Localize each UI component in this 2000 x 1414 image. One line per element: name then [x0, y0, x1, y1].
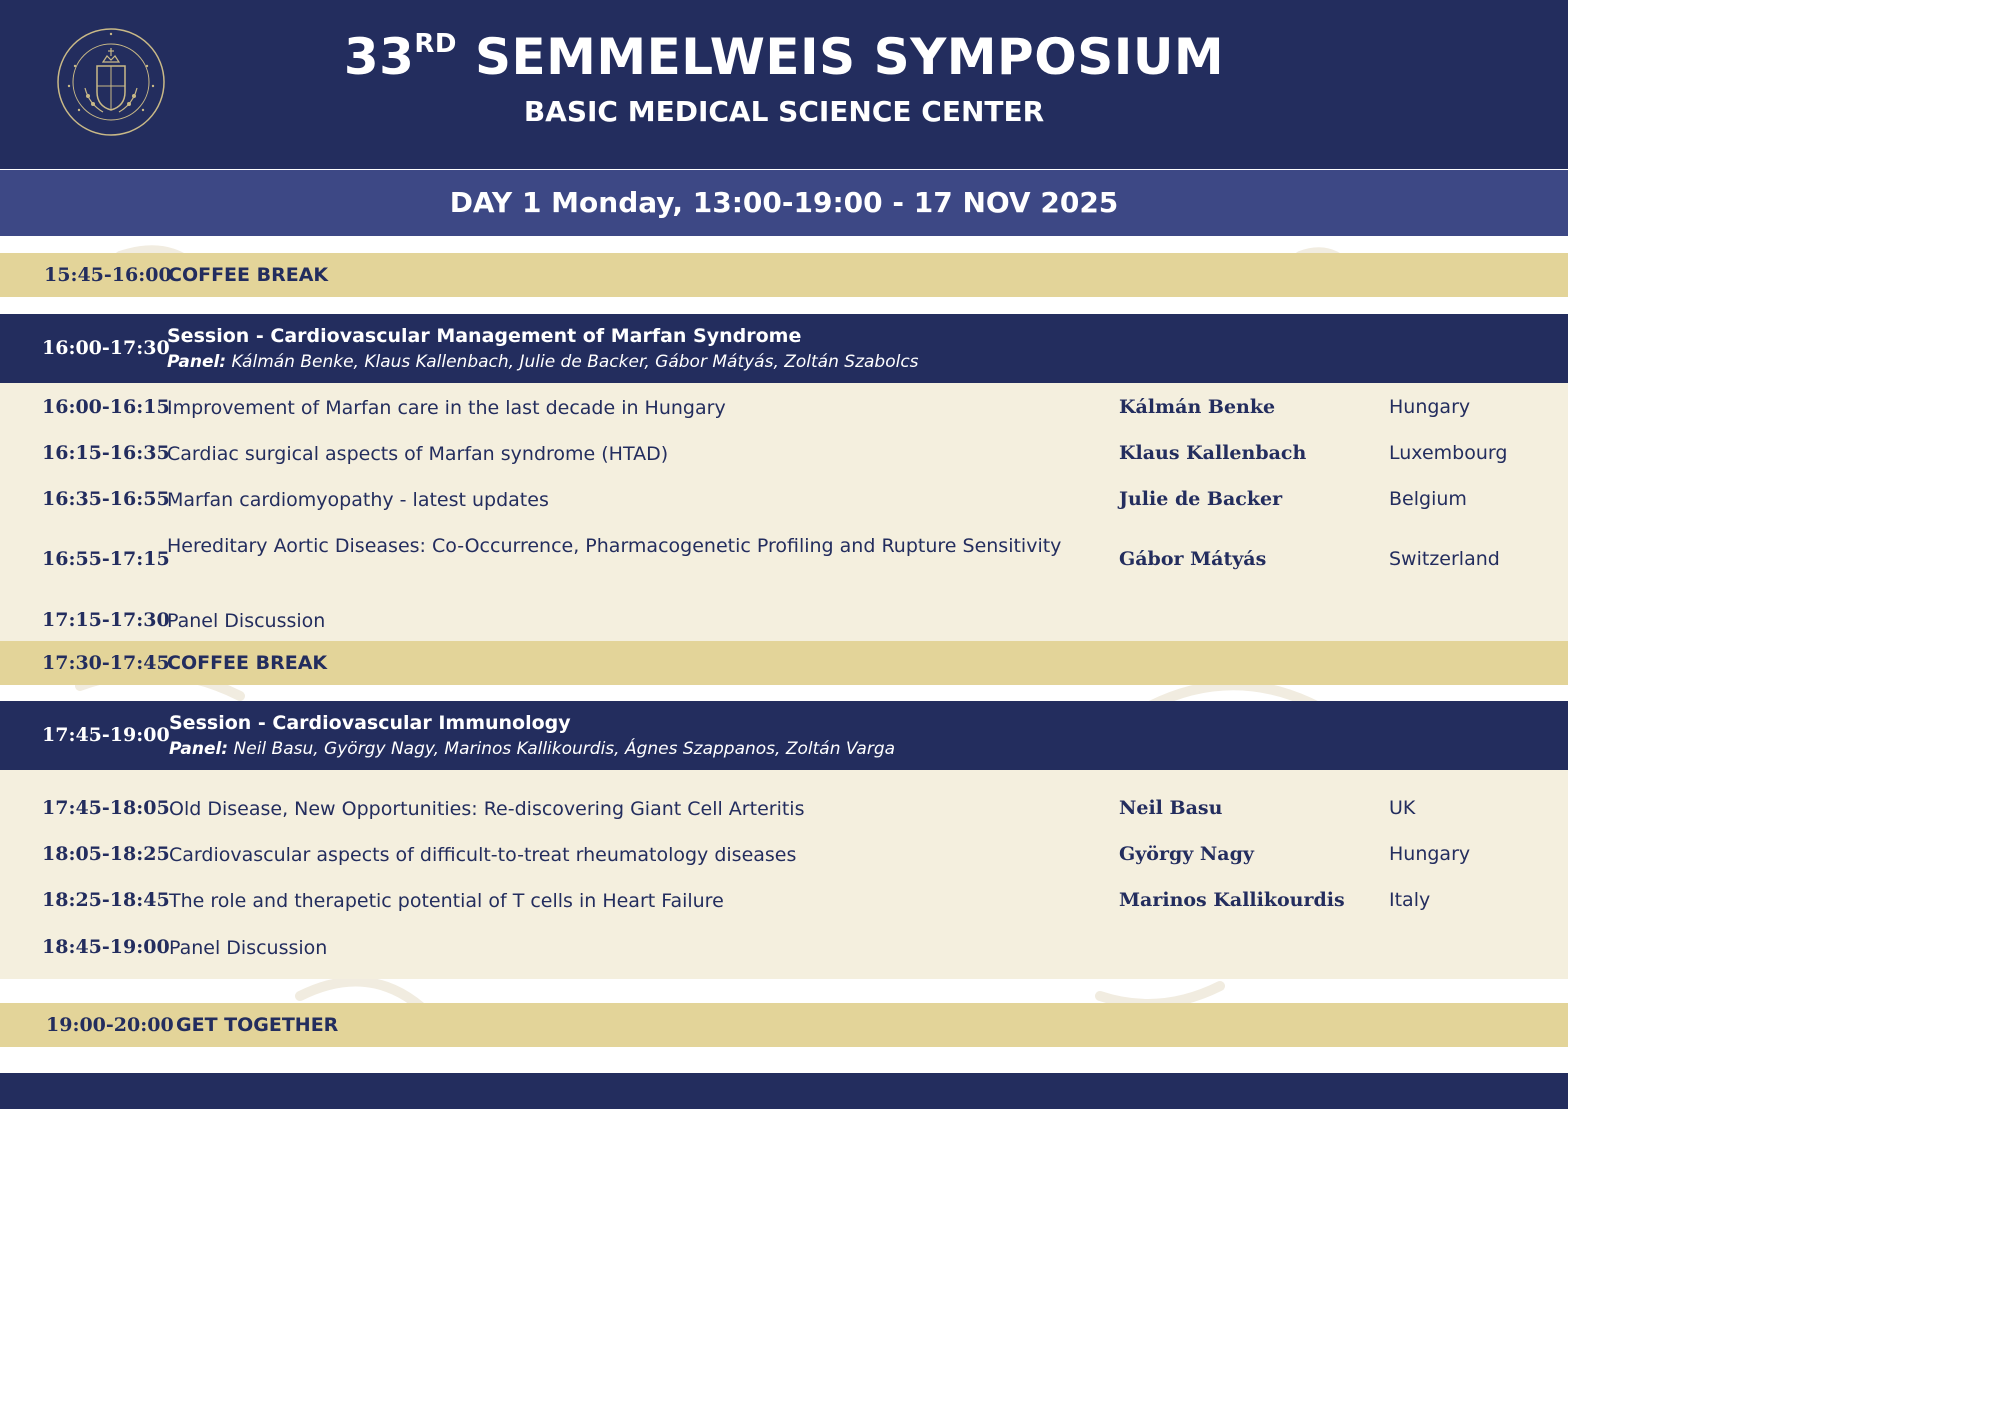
- session-title: Session - Cardiovascular Management of Marfan Syndrome: [167, 325, 802, 347]
- get-together-row: [0, 1003, 1568, 1047]
- page-subtitle: BASIC MEDICAL SCIENCE CENTER: [523, 95, 1045, 128]
- header: [0, 0, 1568, 169]
- talk-time: 17:45-18:05: [42, 797, 170, 819]
- talk-country: Switzerland: [1389, 548, 1500, 570]
- talk-time: 16:00-16:15: [42, 396, 170, 418]
- session-panel: Panel: Neil Basu, György Nagy, Marinos Kallikourdis, Ágnes Szappanos, Zoltán Varga: [169, 739, 896, 759]
- talk-speaker: Marinos Kallikourdis: [1119, 889, 1345, 911]
- title-ordinal: RD: [414, 29, 458, 59]
- session-time: 16:00-17:30: [42, 337, 170, 359]
- talk-speaker: György Nagy: [1119, 843, 1254, 865]
- talk-country: Hungary: [1389, 396, 1471, 418]
- talk-title: Improvement of Marfan care in the last decade in Hungary: [167, 397, 726, 419]
- talk-title: Panel Discussion: [169, 937, 328, 959]
- talk-time: 16:15-16:35: [42, 442, 170, 464]
- session-time: 17:45-19:00: [42, 724, 170, 746]
- talk-title: Marfan cardiomyopathy - latest updates: [167, 489, 549, 511]
- talk-speaker: Julie de Backer: [1119, 488, 1283, 510]
- break-label: COFFEE BREAK: [167, 652, 328, 674]
- talk-title: Cardiac surgical aspects of Marfan syndrome (HTAD): [167, 443, 669, 465]
- coffee-break-row: [0, 641, 1568, 685]
- session-title: Session - Cardiovascular Immunology: [169, 712, 571, 734]
- talk-time: 17:15-17:30: [42, 609, 170, 631]
- session-talks: [0, 383, 1568, 641]
- break-time: 15:45-16:00: [44, 264, 172, 286]
- talk-speaker: Kálmán Benke: [1119, 396, 1276, 418]
- session-header: [0, 314, 1568, 383]
- session-panel: Panel: Kálmán Benke, Klaus Kallenbach, Julie de Backer, Gábor Mátyás, Zoltán Szabolcs: [167, 352, 919, 372]
- day-banner: DAY 1 Monday, 13:00-19:00 - 17 NOV 2025: [0, 170, 1568, 236]
- talk-country: UK: [1389, 797, 1416, 819]
- footer-band: [0, 1073, 1568, 1109]
- break-label: COFFEE BREAK: [168, 264, 329, 286]
- talk-speaker: Klaus Kallenbach: [1119, 442, 1307, 464]
- talk-time: 16:55-17:15: [42, 548, 170, 570]
- talk-time: 16:35-16:55: [42, 488, 170, 510]
- talk-title: The role and therapetic potential of T cells in Heart Failure: [169, 890, 724, 912]
- break-time: 17:30-17:45: [42, 652, 170, 674]
- page-title: 33RD SEMMELWEIS SYMPOSIUM: [343, 28, 1225, 86]
- talk-title: Cardiovascular aspects of difficult-to-treat rheumatology diseases: [169, 844, 797, 866]
- talk-title: Panel Discussion: [167, 610, 326, 632]
- talk-speaker: Neil Basu: [1119, 797, 1223, 819]
- talk-time: 18:05-18:25: [42, 843, 170, 865]
- talk-country: Luxembourg: [1389, 442, 1508, 464]
- talk-country: Italy: [1389, 889, 1431, 911]
- coffee-break-row: [0, 253, 1568, 297]
- talk-time: 18:45-19:00: [42, 936, 170, 958]
- break-label: GET TOGETHER: [176, 1014, 339, 1036]
- talk-title: Hereditary Aortic Diseases: Co-Occurrence, Pharmacogenetic Profiling and Rupture Sensitivity: [167, 535, 1062, 557]
- talk-speaker: Gábor Mátyás: [1119, 548, 1267, 570]
- break-time: 19:00-20:00: [46, 1014, 174, 1036]
- talk-title: Old Disease, New Opportunities: Re-discovering Giant Cell Arteritis: [169, 798, 805, 820]
- talk-country: Hungary: [1389, 843, 1471, 865]
- session-header: [0, 701, 1568, 770]
- session-talks: [0, 770, 1568, 979]
- talk-time: 18:25-18:45: [42, 889, 170, 911]
- talk-country: Belgium: [1389, 488, 1467, 510]
